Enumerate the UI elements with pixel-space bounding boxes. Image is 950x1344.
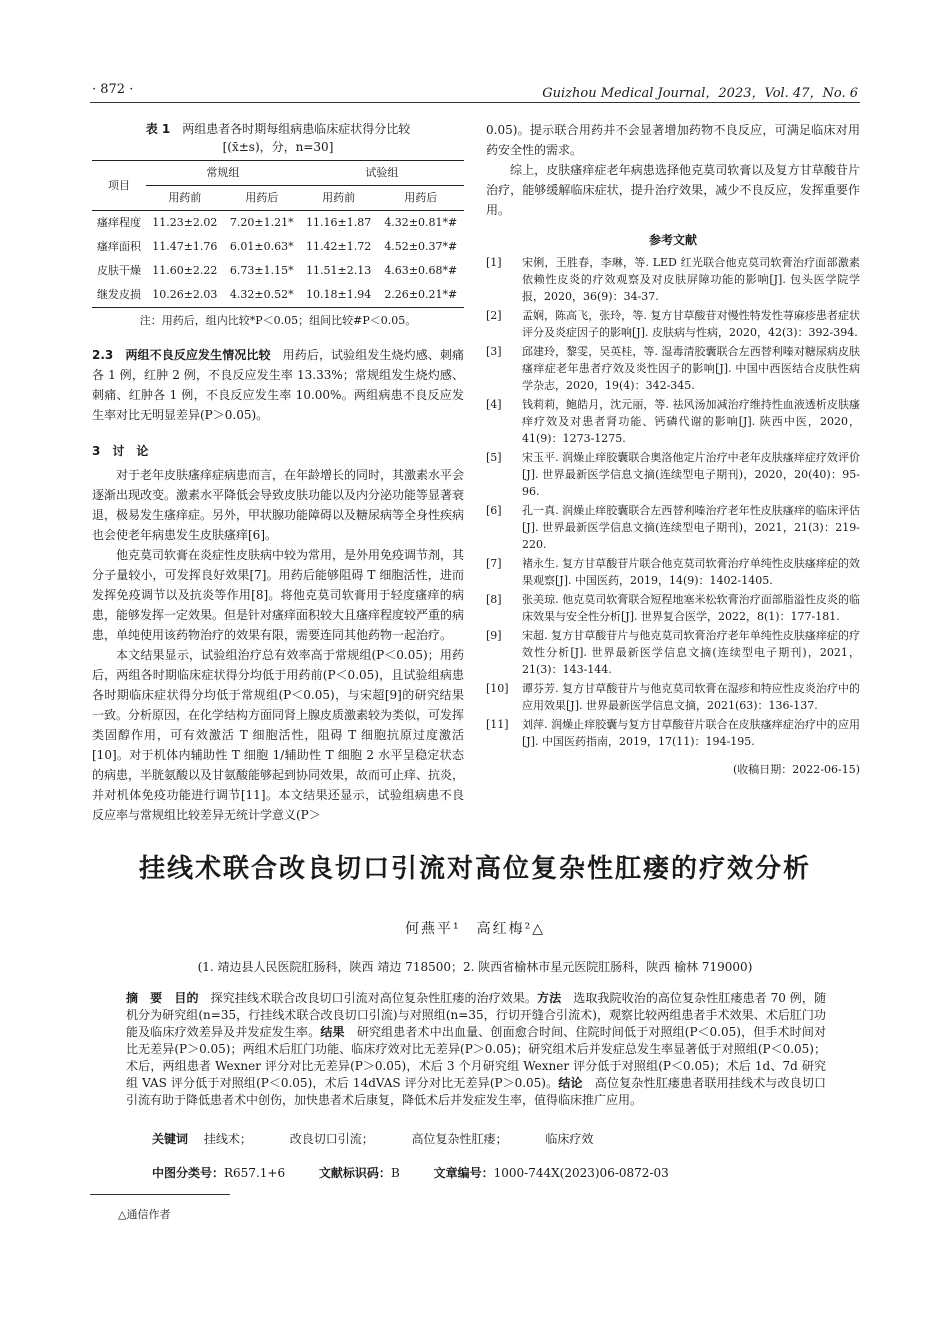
header-rule	[90, 102, 860, 103]
article-affiliation: (1. 靖边县人民医院肛肠科，陕西 靖边 718500；2. 陕西省榆林市星元医院肛肠科，陕西 榆林 719000)	[197, 960, 753, 974]
table-header-item: 项目	[92, 161, 146, 211]
reference-text: 邱建玲，黎雯，吴英桂，等. 湿毒清胶囊联合左西替利嗪对糖尿病皮肤瘙痒症老年患者疗效及炎性因子的影响[J]. 中国中西医结合皮肤性病学杂志，2020，19(4)：342-345.	[522, 345, 860, 392]
doc-code-label: 文献标识码：	[318, 1166, 391, 1180]
cell: 7.20±1.21*	[229, 216, 294, 229]
reference-text: 褚永生. 复方甘草酸苷片联合他克莫司软膏治疗单纯性皮肤瘙痒症的效果观察[J]. 中国医药，2019，14(9)：1402-1405.	[522, 557, 860, 587]
cell: 4.32±0.52*	[224, 283, 300, 308]
table-number: 表 1	[145, 122, 171, 136]
reference-text: 孔一真. 润燥止痒胶囊联合左西替利嗪治疗老年性皮肤瘙痒的临床评估[J]. 世界最新医学信息文摘(连续型电子期刊)，2021，21(3)：219-220.	[522, 504, 860, 551]
row-label: 瘙痒程度	[96, 216, 141, 229]
section-2-3-body: 用药后，试验组发生烧灼感、刺痛各 1 例，红肿 2 例，不良反应发生率 13.33%；常规组发生烧灼感、刺痛、红肿各 1 例，不良反应发生率 10.00%。两组病患不良反应发生率对比无明显差异(P＞0.05)。	[92, 348, 464, 422]
reference-number: [6]	[486, 504, 502, 517]
reference-item	[486, 254, 860, 305]
footnote-rule	[90, 1194, 230, 1195]
reference-item	[486, 716, 860, 750]
reference-text: 张美琼. 他克莫司软膏联合短程地塞米松软膏治疗面部脂溢性皮炎的临床效果与安全性分析[J]. 世界复合医学，2022，8(1)：177-181.	[522, 593, 860, 623]
reference-text: 谭芬芳. 复方甘草酸苷片与他克莫司软膏在湿疹和特应性皮炎治疗中的应用效果[J]. 世界最新医学信息文摘，2021(63)：136-137.	[522, 682, 860, 712]
clc-value: R657.1+6	[224, 1166, 286, 1180]
row-label: 皮肤干燥	[96, 264, 141, 277]
cell: 4.63±0.68*#	[384, 264, 458, 277]
article-number-label: 文章编号：	[433, 1166, 494, 1180]
cell: 11.42±1.72	[306, 240, 372, 253]
abstract-conclusion-label: 结论	[558, 1076, 583, 1090]
doc-code-value: B	[390, 1166, 400, 1180]
discussion-paragraph-3: 本文结果显示，试验组治疗总有效率高于常规组(P＜0.05)；用药后，两组各时期临床症状得分均低于用药前(P＜0.05)，且试验组病患各时期临床症状得分均低于常规组(P＜0.05)，与宋超[9]的研究结果一致。分析原因，在化学结构方面同肾上腺皮质激素较为类似，可发挥类固醇作用，可有效激活 T 细胞活性，阻碍 T 细胞抗原过度激活[10]。对于机体内辅助性 T 细胞 1/辅助性 T 细胞 2 水平呈稳定状态的病患，半胱氨酸以及甘氨酸能够起到协同效果，故而可止痒、抗炎，并对机体免疫功能进行调节[11]。本文结果还显示，试验组病患不良反应率与常规组比较差异无统计学意义(P＞	[92, 648, 465, 822]
reference-item	[486, 555, 860, 589]
cell: 11.51±2.13	[306, 264, 372, 277]
keywords	[152, 1130, 832, 1147]
cell: 4.32±0.81*#	[384, 216, 458, 229]
right-column	[486, 120, 860, 780]
table-row	[92, 211, 464, 236]
cell: 4.52±0.37*#	[384, 240, 458, 253]
reference-item	[486, 627, 860, 678]
reference-text: 刘萍. 润燥止痒胶囊与复方甘草酸苷片联合在皮肤瘙痒症治疗中的应用[J]. 中国医药指南，2019，17(11)：194-195.	[522, 718, 860, 748]
abstract-label: 摘 要 目的	[126, 991, 199, 1005]
reference-number: [10]	[486, 682, 509, 695]
cell: 6.73±1.15*	[229, 264, 294, 277]
discussion-paragraph-2: 他克莫司软膏在炎症性皮肤病中较为常用，是外用免疫调节剂，其分子量较小，可发挥良好效果[7]。用药后能够阻碍 T 细胞活性，进而发挥免疫调节以及抗炎等作用[8]。将他克莫司软膏用于轻度瘙痒的病患，能够发挥一定效果。但是针对瘙痒面积较大且瘙痒程度较严重的病患，单纯使用该药物治疗的效果有限，需要连同其他药物一起治疗。	[92, 548, 465, 642]
reference-number: [8]	[486, 593, 502, 606]
reference-item	[486, 343, 860, 394]
abstract-result: 研究组患者术中出血量、创面愈合时间、住院时间低于对照组(P＜0.05)，但手术时间对比无差异(P＞0.05)；两组术后肛门功能、临床疗效对比无差异(P＞0.05)；研究组术后并发症总发生率显著低于对照组(P＜0.05)；术后，两组患者 Wexner 评分对比无差异(P＞0.05)，术后 3 个月研究组 Wexner 评分低于对照组(P＜0.05)；术后 1d、7d 研究组 VAS 评分低于对照组(P＜0.05)，术后 14dVAS 评分对比无差异(P＞0.05)。	[126, 1025, 826, 1090]
section-2-3	[92, 345, 464, 425]
table-header-after: 用药后	[224, 186, 300, 211]
references-heading: 参考文献	[648, 233, 697, 247]
section-3-heading: 3 讨 论	[92, 444, 149, 458]
table-row	[92, 283, 464, 308]
reference-number: [2]	[486, 309, 502, 322]
classification-line	[152, 1164, 852, 1181]
cell: 11.16±1.87	[306, 216, 372, 229]
reference-item	[486, 680, 860, 714]
table-header-before: 用药前	[146, 186, 224, 211]
abstract-result-label: 结果	[320, 1025, 345, 1039]
clc-label: 中图分类号：	[152, 1166, 225, 1180]
article-authors: 何燕平¹ 高红梅²△	[405, 921, 545, 937]
article-number-value: 1000-744X(2023)06-0872-03	[493, 1166, 669, 1180]
reference-text: 钱莉莉，鲍皓月，沈元丽，等. 祛风汤加减治疗维持性血液透析皮肤瘙痒疗效及对患者肾功能、钙磷代谢的影响[J]. 陕西中医，2020，41(9)：1273-1275.	[522, 398, 860, 445]
table-header-before: 用药前	[300, 186, 378, 211]
table-header-after: 用药后	[378, 186, 464, 211]
clinical-score-table	[92, 160, 464, 308]
keyword: 高位复杂性肛瘘；	[411, 1132, 508, 1146]
table-header-group2: 试验组	[300, 161, 464, 186]
abstract-method: 选取我院收治的高位复杂性肛瘘患者 70 例，随机分为研究组(n=35，行挂线术联合改良切口引流)与对照组(n=35，行切开缝合引流术)，观察比较两组患者手术效果、术后肛门功能及临床疗效差异及并发症发生率。	[126, 991, 826, 1039]
keyword: 临床疗效	[545, 1132, 594, 1146]
abstract-method-label: 方法	[537, 991, 562, 1005]
table-header-group1: 常规组	[146, 161, 300, 186]
section-2-3-heading: 2.3 两组不良反应发生情况比较	[92, 348, 271, 362]
reference-item	[486, 449, 860, 500]
discussion-paragraph-1: 对于老年皮肤瘙痒症病患而言，在年龄增长的同时，其激素水平会逐渐出现改变。激素水平降低会导致皮肤功能以及内分泌功能等显著衰退，极易发生瘙痒症。另外，甲状腺功能障碍以及糖尿病等全身性疾病也会使老年病患发生皮肤瘙痒[6]。	[92, 468, 465, 542]
reference-item	[486, 502, 860, 553]
reference-number: [9]	[486, 629, 502, 642]
article-title: 挂线术联合改良切口引流对高位复杂性肛瘘的疗效分析	[138, 854, 811, 884]
conclusion-paragraph: 综上，皮肤瘙痒症老年病患选择他克莫司软膏以及复方甘草酸苷片治疗，能够缓解临床症状，提升治疗效果，减少不良反应，发挥重要作用。	[486, 163, 860, 217]
row-label: 继发皮损	[92, 283, 146, 308]
cell: 10.26±2.03	[146, 283, 224, 308]
table-row	[92, 235, 464, 259]
keyword: 挂线术；	[203, 1132, 252, 1146]
keywords-label: 关键词	[152, 1132, 189, 1146]
page-number: · 872 ·	[92, 82, 134, 97]
table-caption	[92, 120, 464, 156]
abstract-conclusion: 高位复杂性肛瘘患者联用挂线术与改良切口引流有助于降低患者术中创伤，加快患者术后康复，降低术后并发症发生率，值得临床推广应用。	[126, 1076, 826, 1107]
abstract-objective: 探究挂线术联合改良切口引流对高位复杂性肛瘘的治疗效果。	[210, 991, 538, 1005]
cell: 11.60±2.22	[152, 264, 218, 277]
reference-item	[486, 307, 860, 341]
table-subtitle: [(x̄±s)，分，n=30]	[222, 140, 334, 154]
cell: 2.26±0.21*#	[378, 283, 464, 308]
cell: 6.01±0.63*	[229, 240, 294, 253]
keyword: 改良切口引流；	[289, 1132, 374, 1146]
reference-text: 孟娴，陈高飞，张玲，等. 复方甘草酸苷对慢性特发性荨麻疹患者症状评分及炎症因子的影响[J]. 皮肤病与性病，2020，42(3)：392-394.	[522, 309, 860, 339]
table-title: 两组患者各时期每组病患临床症状得分比较	[182, 122, 411, 136]
reference-text: 宋俐，王胜春，李琳，等. LED 红光联合他克莫司软膏治疗面部激素依赖性皮炎的疗效观察及对皮肤屏障功能的影响[J]. 包头医学院学报，2020，36(9)：34-37.	[522, 256, 860, 303]
discussion-continued: 0.05)。提示联合用药并不会显著增加药物不良反应，可满足临床对用药安全性的需求。	[486, 123, 860, 157]
row-label: 瘙痒面积	[96, 240, 141, 253]
cell: 11.23±2.02	[152, 216, 218, 229]
table-note: 注：用药后，组内比较*P＜0.05；组间比较#P＜0.05。	[139, 314, 417, 327]
reference-item	[486, 591, 860, 625]
table-row	[92, 259, 464, 283]
cell: 10.18±1.94	[300, 283, 378, 308]
left-column	[92, 120, 464, 825]
footnote-corresponding: △通信作者	[118, 1208, 171, 1221]
reference-number: [4]	[486, 398, 502, 411]
reference-number: [1]	[486, 256, 502, 269]
received-date: (收稿日期：2022-06-15)	[732, 763, 860, 776]
reference-item	[486, 396, 860, 447]
journal-running-head: Guizhou Medical Journal，2023，Vol. 47，No. 6	[542, 86, 858, 101]
abstract	[126, 990, 826, 1109]
reference-text: 宋超. 复方甘草酸苷片与他克莫司软膏治疗老年单纯性皮肤瘙痒症的疗效性分析[J]. 世界最新医学信息文摘(连续型电子期刊)，2021，21(3)：143-144.	[522, 629, 860, 676]
cell: 11.47±1.76	[152, 240, 218, 253]
reference-text: 宋玉平. 润燥止痒胶囊联合奥洛他定片治疗中老年皮肤瘙痒症疗效评价[J]. 世界最新医学信息文摘(连续型电子期刊)，2020，20(40)：95-96.	[522, 451, 860, 498]
reference-number: [5]	[486, 451, 502, 464]
reference-number: [11]	[486, 718, 509, 731]
reference-number: [7]	[486, 557, 502, 570]
reference-number: [3]	[486, 345, 502, 358]
